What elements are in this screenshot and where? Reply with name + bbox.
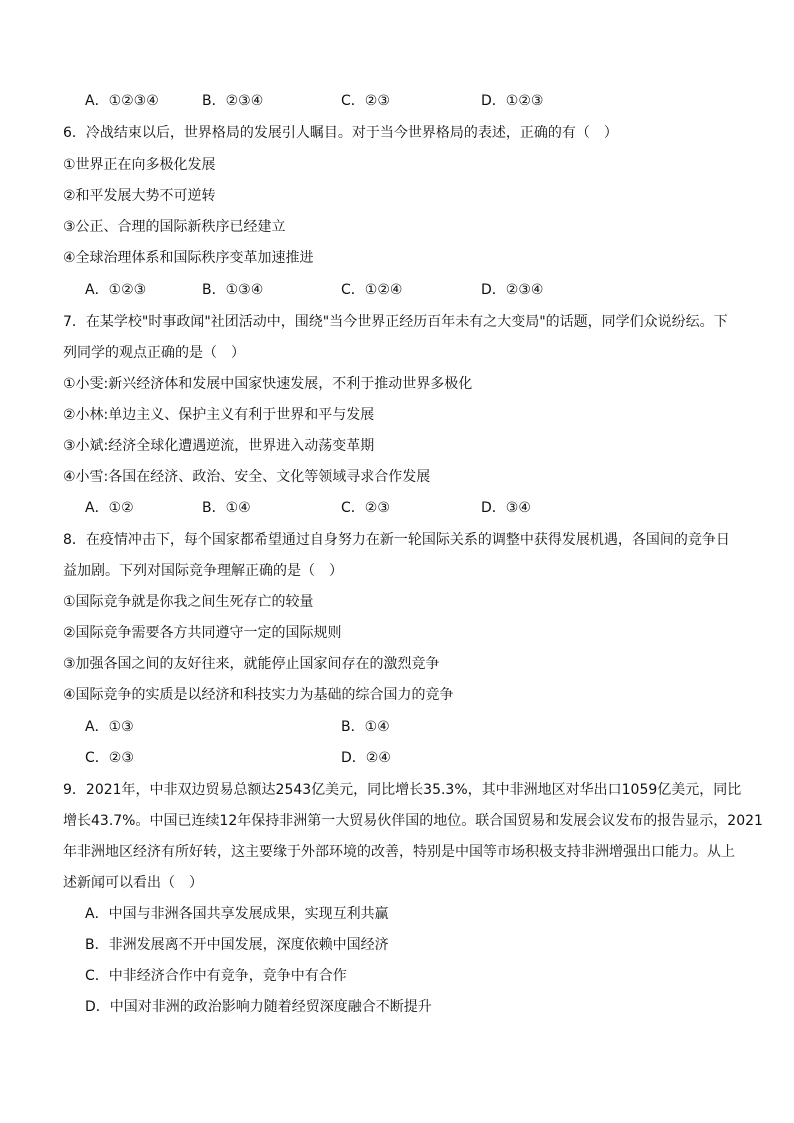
q8-stem-line2: 益加剧。下列对国际竞争理解正确的是（ ） [63,563,343,579]
q8-options-row2 [0,748,794,768]
q8-stem-line1: 8．在疫情冲击下，每个国家都希望通过自身努力在新一轮国际关系的调整中获得发展机遇，各国间的竞争日 [63,532,730,548]
q8-item-4: ④国际竞争的实质是以经济和科技实力为基础的综合国力的竞争 [63,687,454,703]
q6-option-b[interactable]: B．①③④ [202,282,264,298]
q7-stem-line1: 7．在某学校"时事政闻"社团活动中，围绕"当今世界正经历百年未有之大变局"的话题，同学们众说纷纭。下 [63,314,728,330]
q7-option-b[interactable]: B．①④ [202,500,251,516]
q6-item-3: ③公正、合理的国际新秩序已经建立 [63,219,286,235]
q8-item-3: ③加强各国之间的友好往来，就能停止国家间存在的激烈竞争 [63,656,440,672]
q6-stem: 6．冷战结束以后，世界格局的发展引人瞩目。对于当今世界格局的表述，正确的有（ ） [63,125,618,141]
q7-options [0,498,794,518]
q7-option-d[interactable]: D．③④ [481,500,531,516]
q8-option-a[interactable]: A．①③ [85,719,134,735]
q5-option-c[interactable]: C．②③ [341,93,390,109]
q8-option-b[interactable]: B．①④ [341,719,390,735]
q6-item-2: ②和平发展大势不可逆转 [63,188,216,204]
q9-option-b[interactable]: B．非洲发展离不开中国发展，深度依赖中国经济 [85,937,389,953]
q7-item-3: ③小斌:经济全球化遭遇逆流，世界进入动荡变革期 [63,438,375,454]
q5-option-a[interactable]: A．①②③④ [85,93,159,109]
q6-item-4: ④全球治理体系和国际秩序变革加速推进 [63,250,314,266]
q6-item-1: ①世界正在向多极化发展 [63,157,216,173]
q9-stem-line3: 年非洲地区经济有所好转，这主要缘于外部环境的改善，特别是中国等市场积极支持非洲增强出口能力。从上 [63,844,735,860]
q7-option-c[interactable]: C．②③ [341,500,390,516]
q7-item-1: ①小雯:新兴经济体和发展中国家快速发展，不利于推动世界多极化 [63,376,473,392]
q7-stem-line2: 列同学的观点正确的是（ ） [63,345,245,361]
q7-item-4: ④小雪:各国在经济、政治、安全、文化等领域寻求合作发展 [63,469,431,485]
q8-item-2: ②国际竞争需要各方共同遵守一定的国际规则 [63,625,342,641]
q5-options [0,91,794,111]
q5-option-b[interactable]: B．②③④ [202,93,264,109]
q6-options [0,280,794,300]
q8-option-d[interactable]: D．②④ [341,750,391,766]
q7-item-2: ②小林:单边主义、保护主义有利于世界和平与发展 [63,407,375,423]
q6-option-c[interactable]: C．①②④ [341,282,403,298]
q7-option-a[interactable]: A．①② [85,500,134,516]
q9-option-c[interactable]: C．中非经济合作中有竞争，竞争中有合作 [85,968,347,984]
q9-option-a[interactable]: A．中国与非洲各国共享发展成果，实现互利共赢 [85,906,389,922]
q8-options-row1 [0,717,794,737]
q9-stem-line2: 增长43.7%。中国已连续12年保持非洲第一大贸易伙伴国的地位。联合国贸易和发展会议发布的报告显示，2021 [63,813,763,829]
q8-item-1: ①国际竞争就是你我之间生死存亡的较量 [63,594,314,610]
q9-option-d[interactable]: D．中国对非洲的政治影响力随着经贸深度融合不断提升 [85,999,432,1015]
q8-option-c[interactable]: C．②③ [85,750,134,766]
q6-option-d[interactable]: D．②③④ [481,282,544,298]
q6-option-a[interactable]: A．①②③ [85,282,147,298]
q5-option-d[interactable]: D．①②③ [481,93,544,109]
q9-stem-line1: 9．2021年，中非双边贸易总额达2543亿美元，同比增长35.3%，其中非洲地区对华出口1059亿美元，同比 [63,782,742,798]
q9-stem-line4: 述新闻可以看出（ ） [63,875,203,891]
